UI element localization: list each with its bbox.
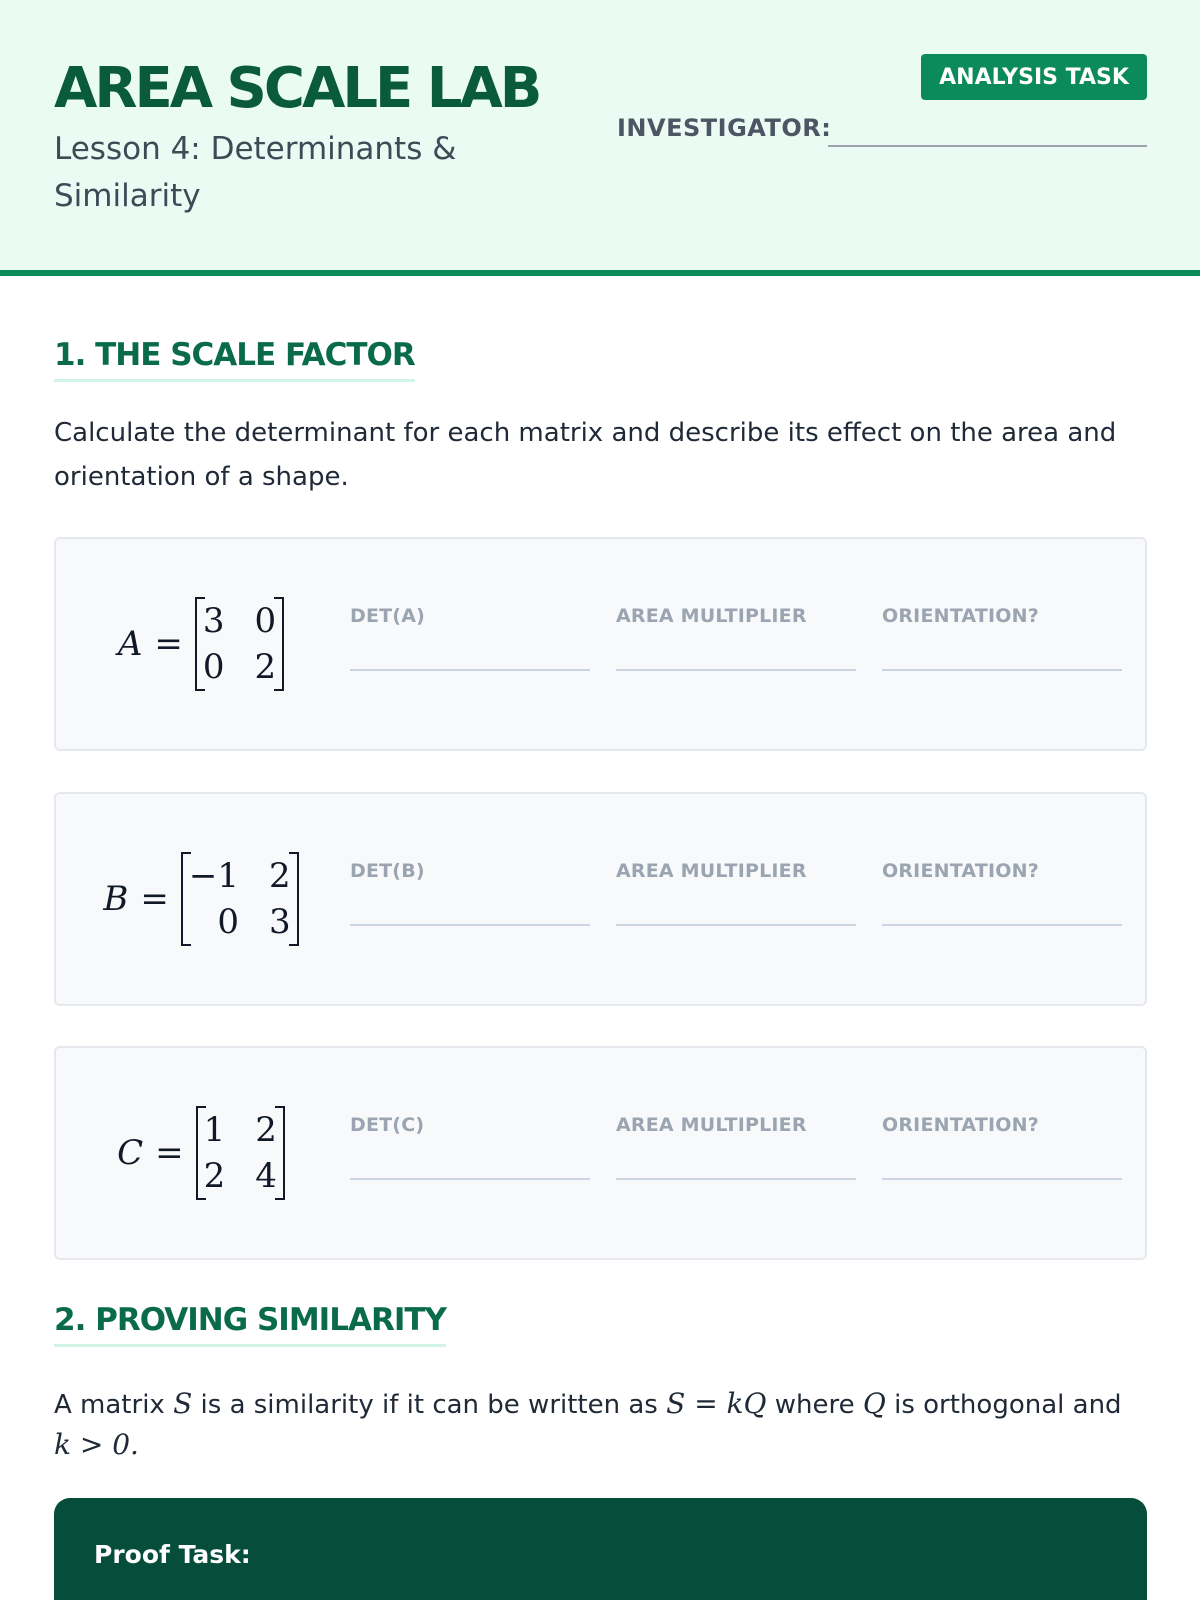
matrix-entry: 2 xyxy=(254,647,277,687)
matrix-entry: 3 xyxy=(202,601,225,641)
definition-text: is orthogonal and xyxy=(885,1390,1122,1420)
orientation-c-field[interactable] xyxy=(882,1114,1122,1180)
proof-task-box xyxy=(54,1498,1147,1600)
equals-sign: = xyxy=(154,624,183,664)
matrix-card-b xyxy=(54,792,1147,1006)
definition-text: is a similarity if it can be written as xyxy=(192,1390,667,1420)
matrix-name: C xyxy=(117,1133,144,1173)
answer-line[interactable] xyxy=(616,669,856,671)
section-heading-proving-similarity: 2. PROVING SIMILARITY xyxy=(54,1302,446,1347)
symbol-q: Q xyxy=(862,1387,886,1420)
field-label: DET(A) xyxy=(350,605,425,627)
field-label: AREA MULTIPLIER xyxy=(616,605,807,627)
section-intro: Calculate the determinant for each matrix and describe its effect on the area and orientation of a shape. xyxy=(54,418,1117,492)
scale-condition: k > 0. xyxy=(54,1428,139,1461)
answer-line[interactable] xyxy=(882,924,1122,926)
matrix-entry: 2 xyxy=(203,1156,226,1196)
matrix-entry: −1 xyxy=(188,856,239,896)
matrix-entry: 3 xyxy=(268,902,291,942)
matrix-entry: 0 xyxy=(254,601,277,641)
det-c-field[interactable] xyxy=(350,1114,590,1180)
field-label: DET(C) xyxy=(350,1114,425,1136)
area-multiplier-c-field[interactable] xyxy=(616,1114,856,1180)
definition-text: where xyxy=(766,1390,863,1420)
matrix-entry: 4 xyxy=(255,1156,277,1196)
answer-line[interactable] xyxy=(882,1178,1122,1180)
matrix-entry: 0 xyxy=(217,902,239,942)
matrix-card-a xyxy=(54,537,1147,751)
orientation-a-field[interactable] xyxy=(882,605,1122,671)
area-multiplier-a-field[interactable] xyxy=(616,605,856,671)
worksheet-header xyxy=(0,0,1200,276)
matrix-c-expression xyxy=(56,1048,346,1258)
det-b-field[interactable] xyxy=(350,860,590,926)
similarity-formula: S = kQ xyxy=(666,1387,767,1420)
orientation-b-field[interactable] xyxy=(882,860,1122,926)
investigator-name-line[interactable] xyxy=(828,145,1147,147)
field-label: ORIENTATION? xyxy=(882,860,1039,882)
field-label: AREA MULTIPLIER xyxy=(616,1114,807,1136)
equals-sign: = xyxy=(140,879,169,919)
answer-line[interactable] xyxy=(350,924,590,926)
matrix-entry: 1 xyxy=(203,1110,226,1150)
symbol-s: S xyxy=(173,1387,193,1420)
proof-task-title: Proof Task: xyxy=(94,1540,251,1569)
similarity-definition xyxy=(54,1384,1154,1466)
answer-line[interactable] xyxy=(882,669,1122,671)
task-type-badge: ANALYSIS TASK xyxy=(921,54,1147,100)
matrix-entry: 2 xyxy=(255,1110,277,1150)
matrix-entry: 0 xyxy=(202,647,225,687)
matrix-a-expression xyxy=(56,539,346,749)
answer-line[interactable] xyxy=(616,924,856,926)
area-multiplier-b-field[interactable] xyxy=(616,860,856,926)
answer-line[interactable] xyxy=(350,669,590,671)
det-a-field[interactable] xyxy=(350,605,590,671)
investigator-label: INVESTIGATOR: xyxy=(617,114,832,142)
matrix-entry: 2 xyxy=(268,856,291,896)
matrix-name: A xyxy=(117,624,143,664)
answer-line[interactable] xyxy=(616,1178,856,1180)
definition-text: A matrix xyxy=(54,1390,174,1420)
answer-line[interactable] xyxy=(350,1178,590,1180)
field-label: AREA MULTIPLIER xyxy=(616,860,807,882)
matrix-b-expression xyxy=(56,794,346,1004)
field-label: ORIENTATION? xyxy=(882,1114,1039,1136)
matrix-c-entries xyxy=(196,1106,285,1200)
lesson-subtitle: Lesson 4: Determinants & Similarity xyxy=(54,131,457,214)
section-heading-scale-factor: 1. THE SCALE FACTOR xyxy=(54,337,415,382)
matrix-name: B xyxy=(103,879,129,919)
field-label: ORIENTATION? xyxy=(882,605,1039,627)
field-label: DET(B) xyxy=(350,860,425,882)
equals-sign: = xyxy=(155,1133,184,1173)
matrix-card-c xyxy=(54,1046,1147,1260)
matrix-a-entries xyxy=(195,597,284,691)
page-title: AREA SCALE LAB xyxy=(54,56,540,121)
matrix-b-entries xyxy=(181,852,299,946)
